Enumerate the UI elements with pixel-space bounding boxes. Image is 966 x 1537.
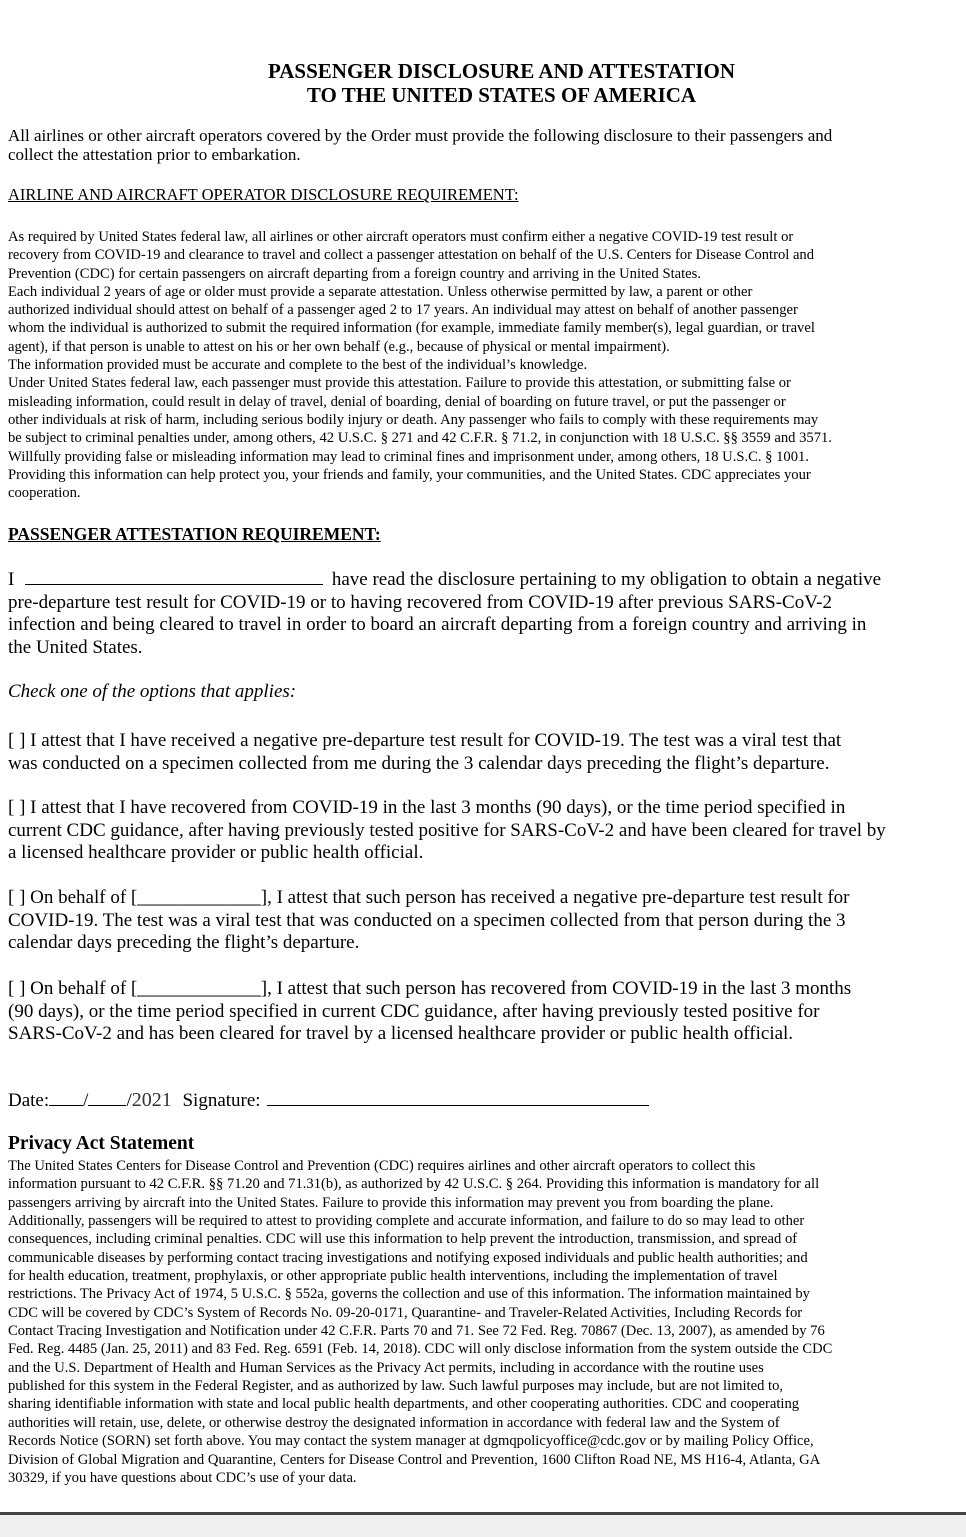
disclosure-line: misleading information, could result in delay of travel, denial of boarding, denial of boarding on future travel, or put the passenger or — [8, 393, 786, 410]
title-line-1: PASSENGER DISCLOSURE AND ATTESTATION — [268, 59, 735, 83]
intro-paragraph — [8, 126, 832, 164]
privacy-paragraph — [8, 1157, 832, 1487]
date-label: Date: — [8, 1090, 50, 1111]
attestation-heading: PASSENGER ATTESTATION REQUIREMENT: — [8, 524, 381, 544]
option-2[interactable] — [8, 797, 886, 865]
intro-line: All airlines or other aircraft operators covered by the Order must provide the following disclosure to their passengers and — [8, 126, 833, 145]
option-1[interactable] — [8, 730, 841, 775]
option-line: calendar days preceding the flight’s departure. — [8, 932, 360, 953]
privacy-line: information pursuant to 42 C.F.R. §§ 71.20 and 71.31(b), as authorized by 42 U.S.C. § 264. Providing this information is mandatory for all — [8, 1176, 820, 1193]
viewer-bottom-bar — [0, 1512, 966, 1537]
privacy-line: restrictions. The Privacy Act of 1974, 5 U.S.C. § 552a, governs the collection and use of this information. The information maintained by — [8, 1286, 810, 1303]
option-line: SARS-CoV-2 and has been cleared for travel by a licensed healthcare provider or public health official. — [8, 1023, 794, 1044]
privacy-line: consequences, including criminal penalties. CDC will use this information to help prevent the introduction, transmission, and spread of — [8, 1231, 798, 1248]
privacy-line: 30329, if you have questions about CDC’s use of your data. — [8, 1469, 357, 1486]
disclosure-line: recovery from COVID-19 and clearance to travel and collect a passenger attestation on behalf of the U.S. Centers for Disease Control and — [8, 247, 815, 264]
privacy-line: CDC will be covered by CDC’s System of Records No. 09-20-0171, Quarantine- and Traveler-Related Activities, Including Records for — [8, 1304, 803, 1321]
option-line: [ ] I attest that I have received a negative pre-departure test result for COVID-19. The test was a viral test that — [8, 730, 842, 751]
option-3[interactable] — [8, 887, 850, 955]
option-line: COVID-19. The test was a viral test that was conducted on a specimen collected from that person during the 3 — [8, 909, 846, 931]
attestation-first-line — [8, 566, 881, 592]
signature-row — [8, 1089, 649, 1113]
signature-field[interactable] — [267, 1089, 649, 1106]
disclosure-line: whom the individual is authorized to submit the required information (for example, immediate family member(s), legal guardian, or travel — [8, 320, 815, 337]
attestation-paragraph — [8, 566, 881, 659]
document-title — [0, 59, 966, 107]
privacy-line: passengers arriving by aircraft into the United States. Failure to provide this information may prevent you from boarding the plane. — [8, 1194, 774, 1211]
privacy-line: for health education, treatment, prophylaxis, or other appropriate public health interventions, including the implementation of travel — [8, 1268, 778, 1285]
name-prefix: I — [8, 569, 15, 590]
privacy-line: sharing identifiable information with state and local public health departments, and other cooperating authorities. CDC and cooperating — [8, 1396, 800, 1413]
privacy-line: and the U.S. Department of Health and Human Services as the Privacy Act permits, including in accordance with the routine uses — [8, 1359, 764, 1376]
date-year-value[interactable]: 2021 — [131, 1089, 172, 1111]
disclosure-line: As required by United States federal law, all airlines or other aircraft operators must confirm either a negative COVID-19 test result or — [8, 229, 794, 245]
disclosure-line: be subject to criminal penalties under, among others, 42 U.S.C. § 271 and 42 C.F.R. § 71.2, in conjunction with 18 U.S.C. §§ 3559 and 3571. — [8, 430, 832, 447]
privacy-line: published for this system in the Federal Register, and as authorized by law. Such lawful purposes may include, but are not limited to, — [8, 1378, 784, 1395]
privacy-heading: Privacy Act Statement — [8, 1133, 195, 1154]
attestation-line: the United States. — [8, 636, 143, 658]
disclosure-line: The information provided must be accurate and complete to the best of the individual’s knowledge. — [8, 357, 588, 374]
privacy-line: Records Notice (SORN) set forth above. You may contact the system manager at dgmqpolicyoffice@cdc.gov or by mailing Policy Office, — [8, 1433, 814, 1450]
privacy-line: The United States Centers for Disease Control and Prevention (CDC) requires airlines and other aircraft operators to collect this — [8, 1158, 756, 1174]
intro-line: collect the attestation prior to embarkation. — [8, 145, 301, 164]
privacy-line: authorities will retain, use, delete, or otherwise destroy the designated information in accordance with federal law and the System of — [8, 1414, 780, 1431]
option-line: [ ] On behalf of [_____________], I attest that such person has recovered from COVID-19 in the last 3 months — [8, 978, 852, 999]
disclosure-line: Prevention (CDC) for certain passengers on aircraft departing from a foreign country and arriving in the United States. — [8, 265, 701, 282]
privacy-line: Additionally, passengers will be required to attest to providing complete and accurate information, and failure to do so may lead to other — [8, 1213, 805, 1230]
option-line: current CDC guidance, after having previously tested positive for SARS-CoV-2 and have been cleared for travel by — [8, 819, 886, 841]
disclosure-line: agent), if that person is unable to attest on his or her own behalf (e.g., because of physical or mental impairment). — [8, 338, 670, 355]
disclosure-heading: AIRLINE AND AIRCRAFT OPERATOR DISCLOSURE REQUIREMENT: — [8, 185, 519, 204]
attestation-line-rest: have read the disclosure pertaining to my obligation to obtain a negative — [331, 569, 882, 590]
disclosure-line: Providing this information can help protect you, your friends and family, your communities, and the United States. CDC appreciates your — [8, 466, 811, 483]
title-line-2: TO THE UNITED STATES OF AMERICA — [306, 83, 697, 107]
privacy-line: Fed. Reg. 4485 (Jan. 25, 2011) and 83 Fed. Reg. 6591 (Feb. 14, 2018). CDC will only disclose information from the system outside the CDC — [8, 1341, 833, 1358]
disclosure-paragraph — [8, 228, 832, 502]
date-separator: / — [83, 1090, 89, 1111]
passenger-name-field[interactable] — [25, 566, 323, 585]
disclosure-line: cooperation. — [8, 485, 81, 502]
disclosure-line: authorized individual should attest on behalf of a passenger aged 2 to 17 years. An individual may attest on behalf of another passenger — [8, 302, 798, 319]
date-month-field[interactable] — [49, 1089, 83, 1106]
disclosure-line: Under United States federal law, each passenger must provide this attestation. Failure to provide this attestation, or submitting false or — [8, 375, 791, 392]
date-separator: / — [126, 1090, 132, 1111]
attestation-line: infection and being cleared to travel in order to board an aircraft departing from a foreign country and arriving in — [8, 614, 867, 635]
option-line: a licensed healthcare provider or public health official. — [8, 842, 424, 863]
check-prompt: Check one of the options that applies: — [8, 681, 297, 702]
option-4[interactable] — [8, 978, 851, 1046]
privacy-line: communicable diseases by performing contact tracing investigations and notifying exposed individuals and public health authorities; and — [8, 1249, 808, 1266]
option-line: (90 days), or the time period specified in current CDC guidance, after having previously tested positive for — [8, 1000, 820, 1022]
privacy-line: Contact Tracing Investigation and Notification under 42 C.F.R. Parts 70 and 71. See 72 Fed. Reg. 70867 (Dec. 13, 2007), as amended by 76 — [8, 1323, 825, 1340]
signature-label: Signature: — [182, 1090, 261, 1111]
disclosure-line: Willfully providing false or misleading information may lead to criminal fines and imprisonment under, among others, 18 U.S.C. § 1001. — [8, 448, 809, 465]
option-line: [ ] On behalf of [_____________], I attest that such person has received a negative pre-departure test result for — [8, 887, 850, 908]
privacy-line: Division of Global Migration and Quarantine, Centers for Disease Control and Prevention, 1600 Clifton Road NE, MS H16-4, Atlanta, GA — [8, 1451, 821, 1468]
option-line: [ ] I attest that I have recovered from COVID-19 in the last 3 months (90 days), or the time period specified in — [8, 797, 846, 818]
attestation-line: pre-departure test result for COVID-19 or to having recovered from COVID-19 after previous SARS-CoV-2 — [8, 591, 833, 613]
date-day-field[interactable] — [88, 1089, 126, 1106]
disclosure-line: other individuals at risk of harm, including serious bodily injury or death. Any passenger who fails to comply with these requirements may — [8, 411, 819, 428]
option-line: was conducted on a specimen collected from me during the 3 calendar days preceding the flight’s departure. — [8, 752, 830, 774]
disclosure-line: Each individual 2 years of age or older must provide a separate attestation. Unless otherwise permitted by law, a parent or other — [8, 283, 753, 300]
